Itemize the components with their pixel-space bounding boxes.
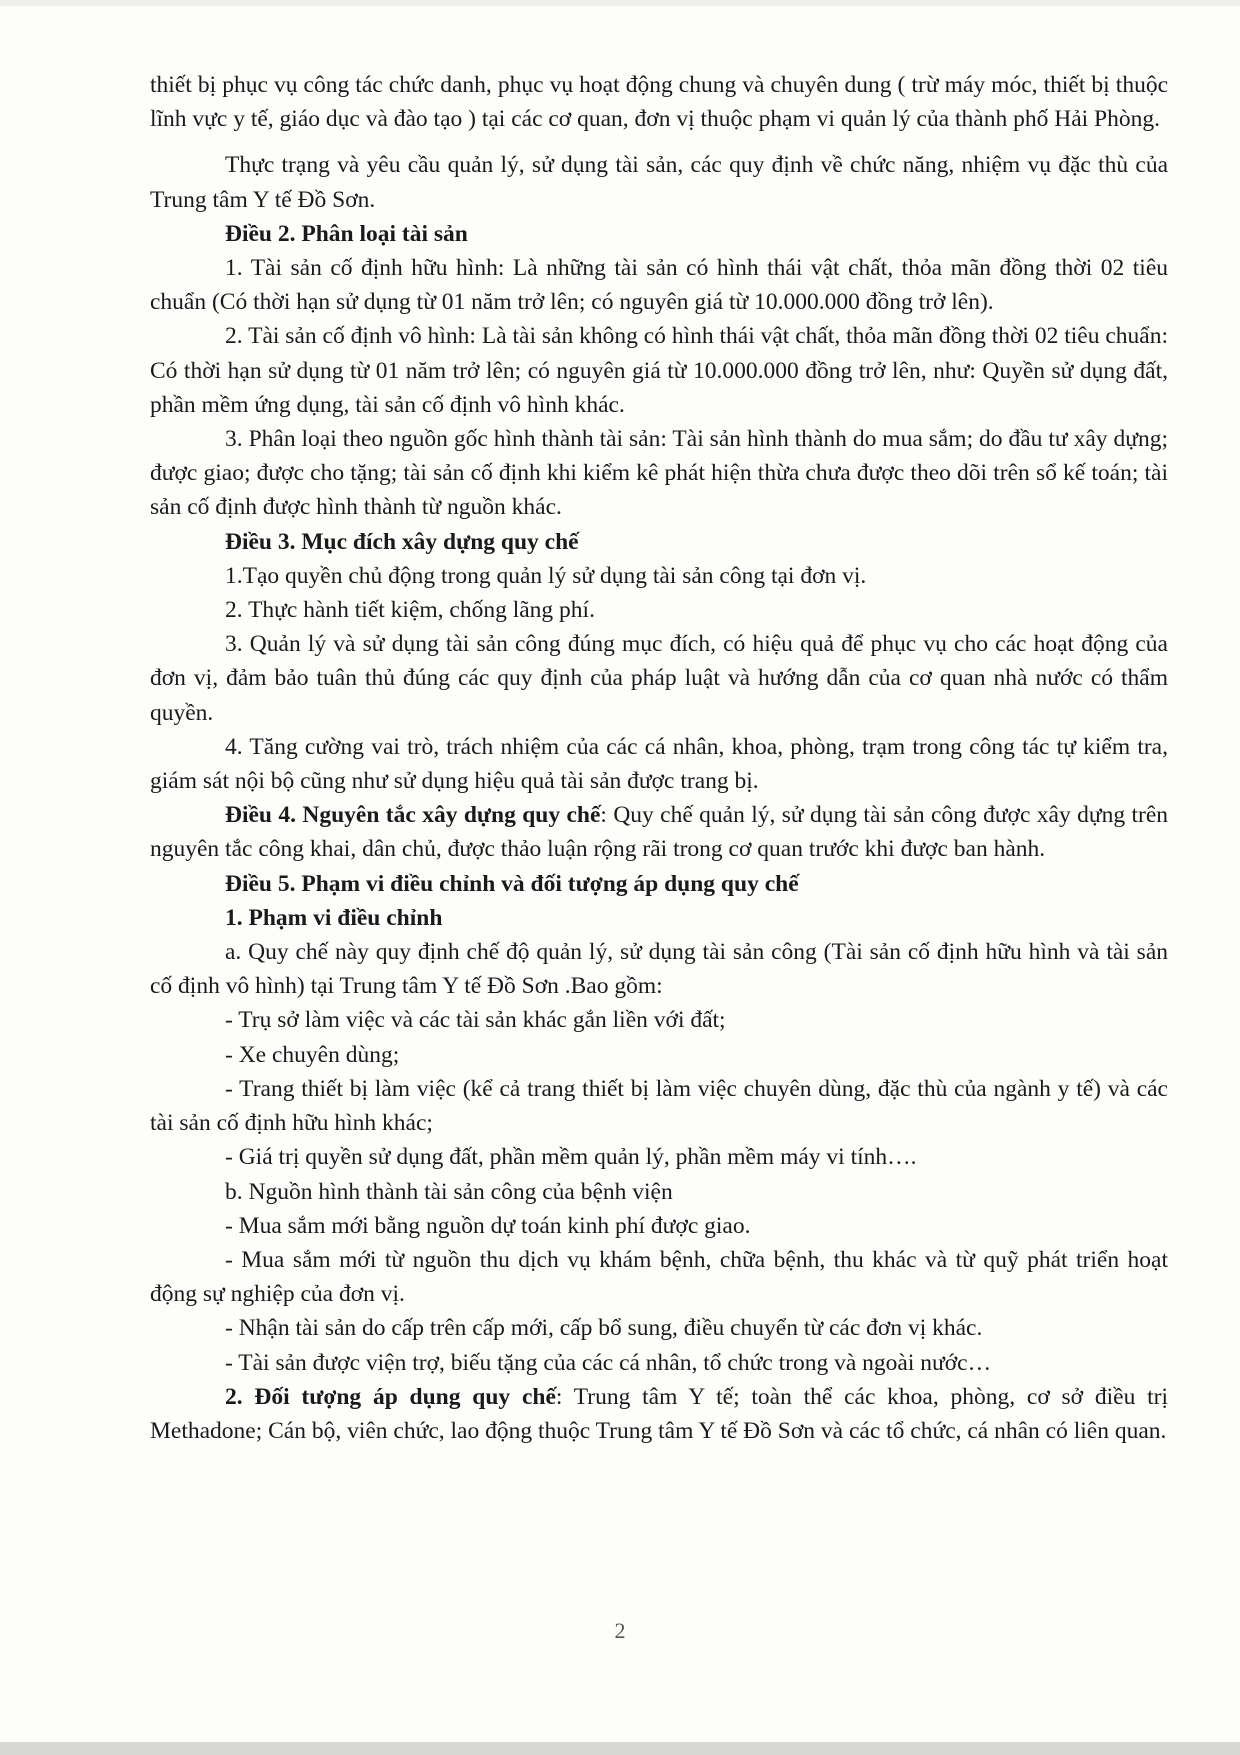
scope-b-item-3: - Nhận tài sản do cấp trên cấp mới, cấp bổ sung, điều chuyển từ các đơn vị khác.	[225, 1315, 983, 1342]
scan-top-edge	[0, 0, 1240, 6]
article-5-scope-heading: 1. Phạm vi điều chỉnh	[225, 904, 443, 931]
article-4-heading: Điều 4. Nguyên tắc xây dựng quy chế	[225, 802, 601, 829]
article-5-scope-b: b. Nguồn hình thành tài sản công của bệnh viện	[225, 1178, 673, 1205]
intro-continuation: thiết bị phục vụ công tác chức danh, phục vụ hoạt động chung và chuyên dung ( trừ máy móc, thiết bị thuộc lĩnh vực y tế, giáo dục và đào tạo ) tại các cơ quan, đơn vị thuộc phạm vi quản lý của thành phố Hải Phòng.	[150, 72, 1168, 133]
article-4-paragraph	[150, 798, 1168, 866]
article-4-text: : Quy chế quản lý, sử dụng tài sản công được xây dựng trên nguyên tắc công khai, dân chủ, được thảo luận rộng rãi trong cơ quan trước khi được ban hành.	[150, 802, 1169, 863]
article-5-subjects-paragraph	[150, 1380, 1168, 1448]
article-3-item-2: 2. Thực hành tiết kiệm, chống lãng phí.	[225, 597, 595, 624]
scope-a-item-1: - Trụ sở làm việc và các tài sản khác gắn liền với đất;	[225, 1007, 726, 1034]
article-3-item-1: 1.Tạo quyền chủ động trong quản lý sử dụng tài sản công tại đơn vị.	[225, 562, 867, 589]
article-3-heading: Điều 3. Mục đích xây dựng quy chế	[225, 528, 579, 555]
scope-a-item-3: - Trang thiết bị làm việc (kể cả trang thiết bị làm việc chuyên dùng, đặc thù của ngành y tế) và các tài sản cố định hữu hình khác;	[150, 1075, 1168, 1137]
article-2-item-3: 3. Phân loại theo nguồn gốc hình thành tài sản: Tài sản hình thành do mua sắm; do đầu tư xây dựng; được giao; được cho tặng; tài sản cố định khi kiểm kê phát hiện thừa chưa được theo dõi trên sổ kế toán; tài sản cố định được hình thành từ nguồn khác.	[150, 426, 1168, 521]
article-5-heading: Điều 5. Phạm vi điều chỉnh và đối tượng áp dụng quy chế	[225, 870, 799, 897]
scope-b-item-1: - Mua sắm mới bằng nguồn dự toán kinh phí được giao.	[225, 1212, 751, 1239]
article-3-item-3: 3. Quản lý và sử dụng tài sản công đúng mục đích, có hiệu quả để phục vụ cho các hoạt động của đơn vị, đảm bảo tuân thủ đúng các quy định của pháp luật và hướng dẫn của cơ quan nhà nước có thẩm quyền.	[150, 631, 1168, 726]
article-5-scope-a: a. Quy chế này quy định chế độ quản lý, sử dụng tài sản công (Tài sản cố định hữu hình và tài sản cố định vô hình) tại Trung tâm Y tế Đồ Sơn .Bao gồm:	[150, 939, 1168, 1000]
article-5-subjects-heading: 2. Đối tượng áp dụng quy chế	[225, 1383, 556, 1410]
intro-paragraph: Thực trạng và yêu cầu quản lý, sử dụng tài sản, các quy định về chức năng, nhiệm vụ đặc thù của Trung tâm Y tế Đồ Sơn.	[150, 152, 1168, 213]
scope-a-item-4: - Giá trị quyền sử dụng đất, phần mềm quản lý, phần mềm máy vi tính….	[225, 1144, 917, 1171]
article-5-subjects-text: : Trung tâm Y tế; toàn thể các khoa, phòng, cơ sở điều trị Methadone; Cán bộ, viên chức, lao động thuộc Trung tâm Y tế Đồ Sơn và các tổ chức, cá nhân có liên quan.	[150, 1383, 1169, 1444]
page-number: 2	[614, 1618, 626, 1643]
scope-b-item-4: - Tài sản được viện trợ, biếu tặng của các cá nhân, tổ chức trong và ngoài nước…	[225, 1349, 992, 1376]
scope-b-item-2: - Mua sắm mới từ nguồn thu dịch vụ khám bệnh, chữa bệnh, thu khác và từ quỹ phát triển hoạt động sự nghiệp của đơn vị.	[150, 1246, 1168, 1308]
scope-a-item-2: - Xe chuyên dùng;	[225, 1041, 400, 1068]
document-body	[150, 68, 1168, 1448]
article-2-heading: Điều 2. Phân loại tài sản	[225, 220, 468, 247]
article-2-item-2: 2. Tài sản cố định vô hình: Là tài sản không có hình thái vật chất, thỏa mãn đồng thời 02 tiêu chuẩn: Có thời hạn sử dụng từ 01 năm trở lên; có nguyên giá từ 10.000.000 đồng trở lên, như: Quyền sử dụng đất, phần mềm ứng dụng, tài sản cố định vô hình khác.	[150, 323, 1168, 418]
article-2-item-1: 1. Tài sản cố định hữu hình: Là những tài sản có hình thái vật chất, thỏa mãn đồng thời 02 tiêu chuẩn (Có thời hạn sử dụng từ 01 năm trở lên; có nguyên giá từ 10.000.000 đồng trở lên).	[150, 255, 1168, 316]
article-3-item-4: 4. Tăng cường vai trò, trách nhiệm của các cá nhân, khoa, phòng, trạm trong công tác tự kiểm tra, giám sát nội bộ cũng như sử dụng hiệu quả tài sản được trang bị.	[150, 733, 1168, 795]
scan-bottom-edge	[0, 1742, 1240, 1755]
